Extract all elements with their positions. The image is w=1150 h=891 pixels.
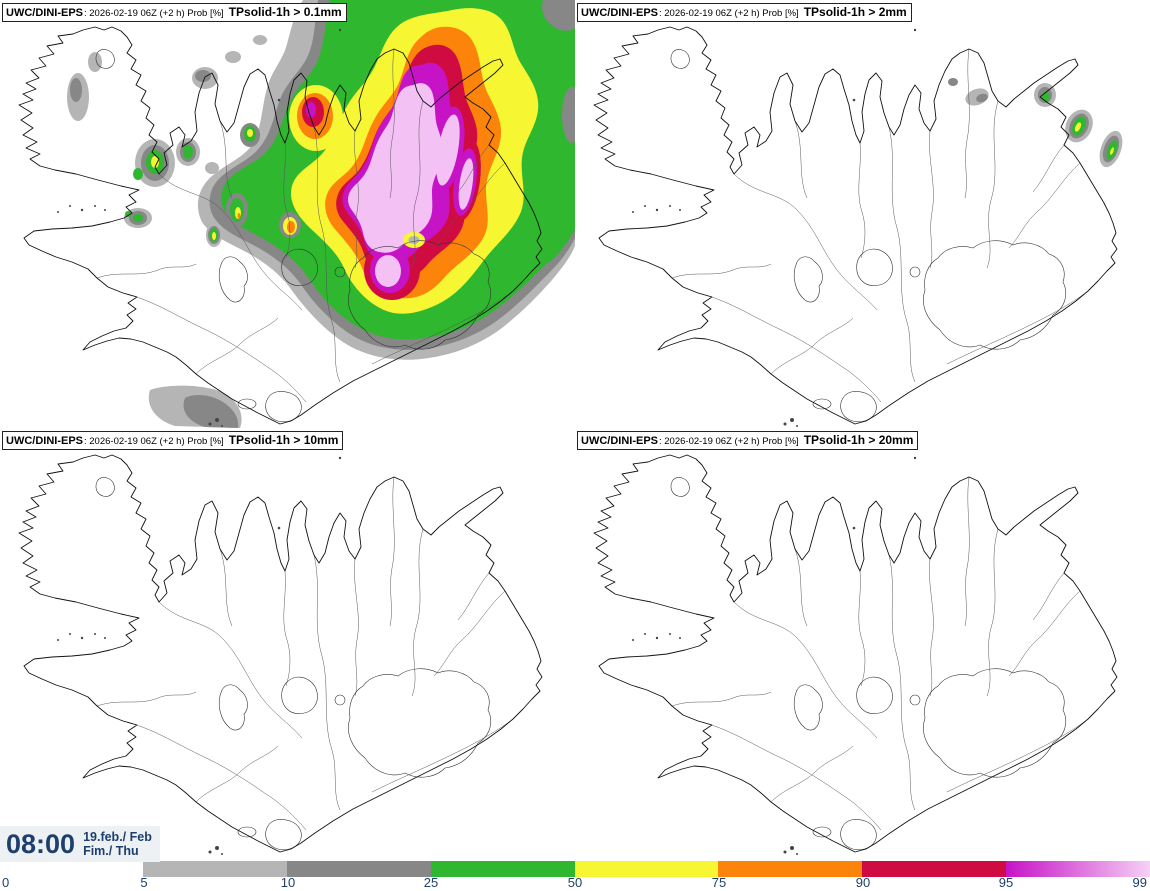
probability-field <box>67 0 575 428</box>
map-panel-2 <box>575 0 1150 428</box>
map-panel-1 <box>0 0 575 428</box>
panel-1-title <box>2 3 347 22</box>
panel-4-title <box>577 431 918 450</box>
run-info: : 2026-02-19 06Z (+2 h) Prob [%] <box>84 436 224 447</box>
valid-time-block <box>0 826 160 862</box>
tick-label-75: 75 <box>711 875 727 890</box>
valid-date: 19.feb./ Feb <box>83 829 152 844</box>
run-info: : 2026-02-19 06Z (+2 h) Prob [%] <box>84 8 224 19</box>
colorbar-segment-75-90 <box>718 861 862 877</box>
tick-label-95: 95 <box>998 875 1014 890</box>
tick-label-50: 50 <box>567 875 583 890</box>
threshold-label: TPsolid-1h > 20mm <box>803 433 914 447</box>
map-panel-4 <box>575 428 1150 856</box>
colorbar-segment-10-25 <box>287 861 431 877</box>
panel-tpsolid-20mm <box>575 428 1150 856</box>
tick-label-10: 10 <box>280 875 296 890</box>
tick-label-5: 5 <box>140 875 148 890</box>
model-name: UWC/DINI-EPS <box>581 435 658 447</box>
panel-2-title <box>577 3 912 22</box>
colorbar-segment-25-50 <box>431 861 575 877</box>
tick-label-0: 0 <box>2 875 10 890</box>
run-info: : 2026-02-19 06Z (+2 h) Prob [%] <box>659 436 799 447</box>
colorbar-segment-5-10 <box>143 861 287 877</box>
valid-time: 08:00 <box>6 828 76 859</box>
threshold-label: TPsolid-1h > 2mm <box>803 5 907 19</box>
panel-tpsolid-0.1mm <box>0 0 575 428</box>
threshold-label: TPsolid-1h > 0.1mm <box>228 5 342 19</box>
tick-label-25: 25 <box>423 875 439 890</box>
panel-3-title <box>2 431 343 450</box>
colorbar-segment-50-75 <box>575 861 719 877</box>
threshold-label: TPsolid-1h > 10mm <box>228 433 339 447</box>
model-name: UWC/DINI-EPS <box>581 7 658 19</box>
colorbar-segment-90-95 <box>862 861 1006 877</box>
model-name: UWC/DINI-EPS <box>6 7 83 19</box>
probability-field <box>948 78 1127 170</box>
model-name: UWC/DINI-EPS <box>6 435 83 447</box>
colorbar-segment-95-99 <box>1006 861 1150 877</box>
tick-label-99: 99 <box>1132 875 1147 890</box>
map-panel-3 <box>0 428 575 859</box>
run-info: : 2026-02-19 06Z (+2 h) Prob [%] <box>659 8 799 19</box>
panel-tpsolid-10mm <box>0 428 575 859</box>
panel-tpsolid-2mm <box>575 0 1150 428</box>
tick-label-90: 90 <box>855 875 871 890</box>
valid-weekday: Fim./ Thu <box>83 844 139 858</box>
